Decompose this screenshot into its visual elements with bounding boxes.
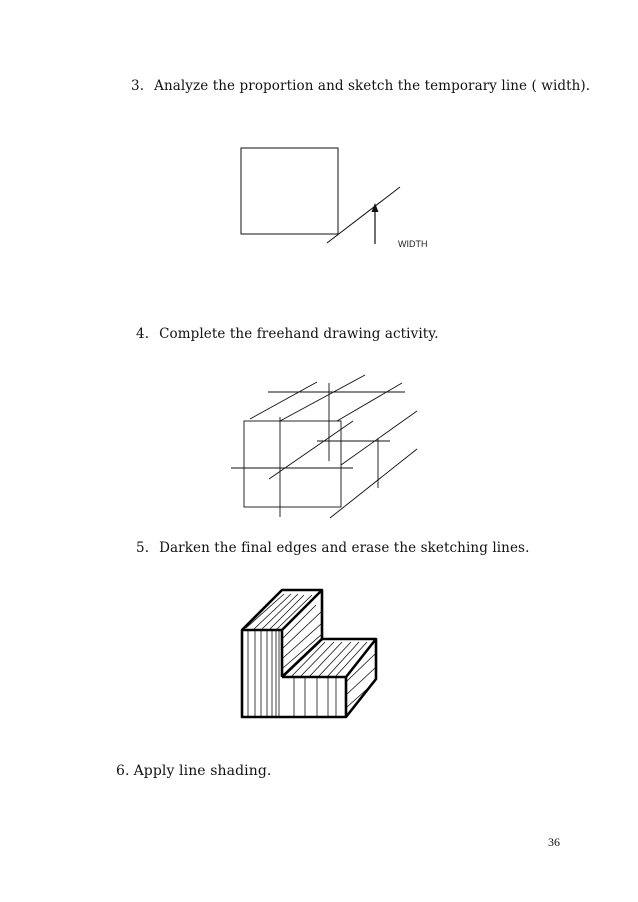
step-5-instruction (136, 540, 529, 556)
step-4-instruction (136, 326, 439, 342)
step-4-text: Complete the freehand drawing activity. (159, 326, 439, 342)
width-sketch-figure (230, 140, 440, 255)
receding-line-2 (280, 375, 365, 421)
width-label: WIDTH (398, 239, 428, 249)
step-5-number: 5. (136, 540, 150, 556)
front-rectangle (244, 421, 341, 507)
step-3-text: Analyze the proportion and sketch the temporary line ( width). (154, 78, 591, 94)
step-3-number: 3. (131, 78, 145, 94)
final-edges (242, 590, 376, 717)
step-6-text: Apply line shading. (133, 763, 272, 779)
line-shading (246, 594, 375, 717)
step-6-number: 6. (116, 763, 130, 779)
receding-line-4 (269, 421, 353, 479)
receding-line-1 (250, 382, 317, 419)
step-5-text: Darken the final edges and erase the sketching lines. (159, 540, 530, 556)
step-6-instruction (116, 763, 271, 779)
receding-line-6 (330, 449, 417, 518)
freehand-box-figure (225, 375, 425, 525)
shaded-l-block-figure (232, 582, 382, 722)
receding-line-5 (341, 411, 417, 465)
page-number: 36 (548, 835, 560, 849)
step-4-number: 4. (136, 326, 150, 342)
receding-line-3 (337, 383, 402, 421)
front-face-square (241, 148, 338, 234)
step-3-instruction (131, 78, 590, 94)
